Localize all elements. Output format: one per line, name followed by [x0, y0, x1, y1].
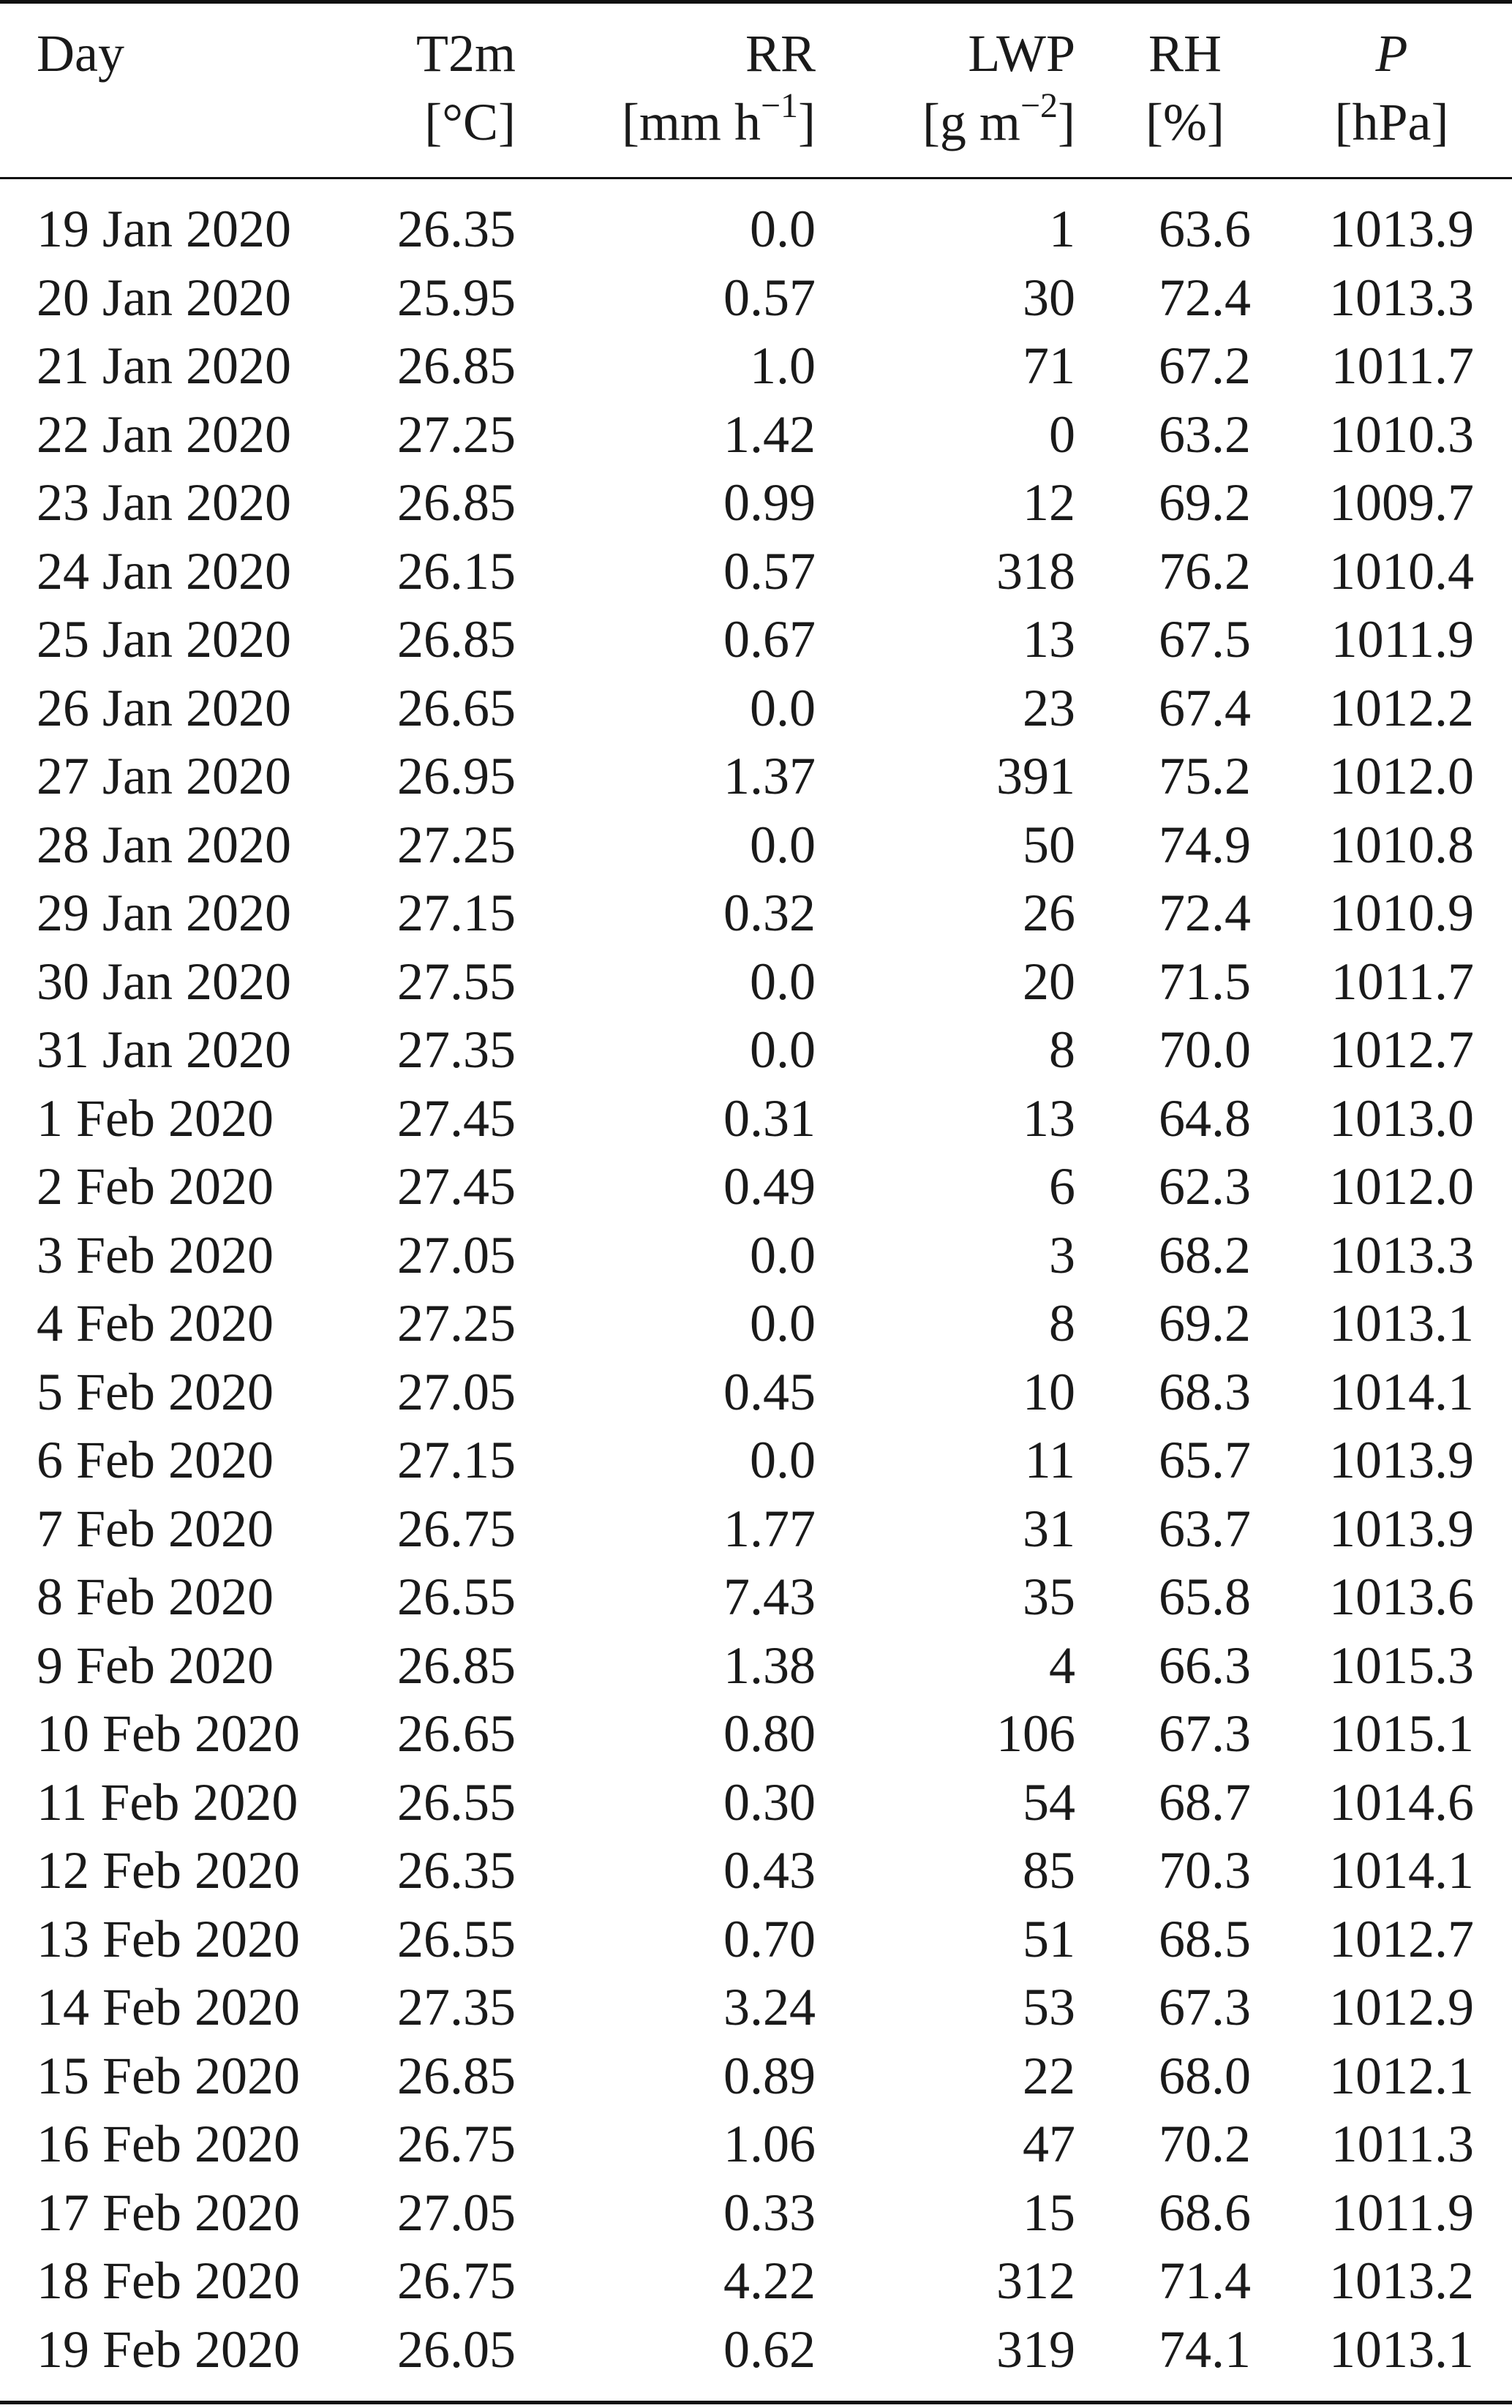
- cell-rr: 1.77: [723, 1499, 816, 1558]
- cell-t2m: 27.15: [397, 884, 516, 942]
- header-lwp-unit-exponent: −2: [1020, 86, 1058, 125]
- cell-rr: 0.0: [750, 200, 816, 258]
- cell-pressure: 1015.1: [1329, 1704, 1474, 1763]
- cell-rh: 67.2: [1159, 336, 1251, 395]
- cell-day: 22 Jan 2020: [37, 405, 291, 464]
- cell-rr: 1.06: [723, 2115, 816, 2173]
- cell-lwp: 106: [996, 1704, 1075, 1763]
- cell-rr: 0.0: [750, 1225, 816, 1284]
- cell-pressure: 1013.0: [1329, 1088, 1474, 1148]
- cell-pressure: 1012.0: [1329, 1157, 1474, 1216]
- header-rr: RR: [745, 24, 816, 83]
- cell-lwp: 8: [1049, 1294, 1075, 1352]
- cell-rr: 0.32: [723, 884, 816, 942]
- cell-t2m: 26.85: [397, 336, 516, 395]
- cell-pressure: 1010.4: [1329, 541, 1474, 601]
- cell-t2m: 26.15: [397, 541, 516, 601]
- cell-lwp: 54: [1023, 1772, 1075, 1832]
- cell-lwp: 35: [1023, 1568, 1075, 1626]
- cell-rr: 0.0: [750, 815, 816, 874]
- header-lwp-unit-base: [g m: [922, 93, 1020, 151]
- cell-day: 28 Jan 2020: [37, 815, 291, 874]
- cell-t2m: 26.55: [397, 1568, 516, 1626]
- cell-lwp: 12: [1023, 473, 1075, 532]
- cell-rr: 1.0: [750, 336, 816, 395]
- cell-day: 8 Feb 2020: [37, 1568, 274, 1626]
- header-rh-unit: [%]: [1146, 93, 1225, 151]
- cell-pressure: 1013.2: [1329, 2251, 1474, 2310]
- cell-rh: 70.3: [1159, 1841, 1251, 1900]
- cell-t2m: 25.95: [397, 268, 516, 327]
- cell-rr: 0.0: [750, 1020, 816, 1079]
- cell-t2m: 26.95: [397, 747, 516, 805]
- cell-day: 19 Jan 2020: [37, 200, 291, 258]
- header-rr-unit-end: ]: [798, 93, 816, 151]
- cell-lwp: 10: [1023, 1362, 1075, 1421]
- cell-day: 3 Feb 2020: [37, 1225, 274, 1284]
- cell-lwp: 3: [1049, 1225, 1075, 1284]
- cell-day: 12 Feb 2020: [37, 1841, 300, 1900]
- cell-rh: 67.5: [1159, 610, 1251, 669]
- cell-rr: 0.62: [723, 2319, 816, 2379]
- cell-pressure: 1013.9: [1329, 1431, 1474, 1489]
- cell-t2m: 27.45: [397, 1088, 516, 1148]
- header-t2m-unit: [°C]: [424, 93, 516, 151]
- cell-day: 27 Jan 2020: [37, 747, 291, 805]
- cell-lwp: 22: [1023, 2046, 1075, 2105]
- cell-pressure: 1014.1: [1329, 1362, 1474, 1421]
- cell-rr: 0.0: [750, 952, 816, 1011]
- cell-lwp: 319: [996, 2319, 1075, 2379]
- cell-rr: 7.43: [723, 1568, 816, 1626]
- cell-lwp: 13: [1023, 610, 1075, 669]
- cell-pressure: 1012.9: [1329, 1978, 1474, 2036]
- cell-pressure: 1012.7: [1329, 1909, 1474, 1968]
- cell-rr: 0.70: [723, 1909, 816, 1968]
- cell-pressure: 1015.3: [1329, 1636, 1474, 1695]
- cell-rh: 68.0: [1159, 2046, 1251, 2105]
- cell-day: 29 Jan 2020: [37, 884, 291, 942]
- cell-t2m: 27.05: [397, 1362, 516, 1421]
- cell-rh: 68.3: [1159, 1362, 1251, 1421]
- cell-day: 2 Feb 2020: [37, 1157, 274, 1216]
- cell-t2m: 26.55: [397, 1772, 516, 1832]
- cell-rr: 4.22: [723, 2251, 816, 2310]
- cell-t2m: 26.65: [397, 678, 516, 737]
- cell-rr: 0.80: [723, 1704, 816, 1763]
- header-rr-unit-base: [mm h: [621, 93, 761, 151]
- cell-pressure: 1013.3: [1329, 1225, 1474, 1284]
- cell-day: 5 Feb 2020: [37, 1362, 274, 1421]
- cell-pressure: 1013.6: [1329, 1568, 1474, 1626]
- cell-lwp: 23: [1023, 678, 1075, 737]
- header-t2m: T2m: [416, 24, 516, 83]
- cell-rh: 68.6: [1159, 2183, 1251, 2242]
- cell-pressure: 1013.3: [1329, 268, 1474, 327]
- cell-pressure: 1013.1: [1329, 1294, 1474, 1352]
- cell-rr: 0.33: [723, 2183, 816, 2242]
- cell-rr: 0.67: [723, 610, 816, 669]
- cell-pressure: 1011.9: [1331, 610, 1474, 669]
- cell-rr: 0.45: [723, 1362, 816, 1421]
- cell-pressure: 1011.9: [1331, 2183, 1474, 2242]
- cell-rh: 63.7: [1159, 1499, 1251, 1558]
- header-lwp-unit-end: ]: [1058, 93, 1075, 151]
- cell-lwp: 15: [1023, 2183, 1075, 2242]
- cell-lwp: 6: [1049, 1157, 1075, 1216]
- cell-day: 11 Feb 2020: [37, 1772, 298, 1832]
- cell-pressure: 1013.9: [1329, 1499, 1474, 1558]
- header-lwp-unit: [863, 88, 1075, 157]
- cell-lwp: 0: [1049, 405, 1075, 464]
- cell-pressure: 1012.0: [1329, 747, 1474, 805]
- table-top-rule: [0, 0, 1512, 4]
- cell-t2m: 26.35: [397, 1841, 516, 1900]
- cell-rr: 1.42: [723, 405, 816, 464]
- cell-pressure: 1014.1: [1329, 1841, 1474, 1900]
- cell-pressure: 1012.2: [1329, 678, 1474, 737]
- cell-day: 25 Jan 2020: [37, 610, 291, 669]
- cell-day: 13 Feb 2020: [37, 1909, 300, 1968]
- cell-rr: 0.31: [723, 1088, 816, 1148]
- cell-t2m: 26.65: [397, 1704, 516, 1763]
- cell-t2m: 27.05: [397, 2183, 516, 2242]
- cell-rr: 0.0: [750, 678, 816, 737]
- cell-rh: 65.7: [1159, 1431, 1251, 1489]
- cell-t2m: 27.55: [397, 952, 516, 1011]
- cell-rh: 66.3: [1159, 1636, 1251, 1695]
- cell-lwp: 1: [1049, 200, 1075, 258]
- cell-rr: 0.49: [723, 1157, 816, 1216]
- cell-rr: 1.38: [723, 1636, 816, 1695]
- header-rr-unit-exponent: −1: [760, 86, 799, 125]
- cell-lwp: 51: [1023, 1909, 1075, 1968]
- cell-rr: 0.0: [750, 1294, 816, 1352]
- cell-day: 1 Feb 2020: [37, 1088, 274, 1148]
- cell-rh: 68.2: [1159, 1225, 1251, 1284]
- cell-lwp: 312: [996, 2251, 1075, 2310]
- cell-pressure: 1014.6: [1329, 1772, 1474, 1832]
- cell-day: 14 Feb 2020: [37, 1978, 300, 2036]
- cell-rh: 69.2: [1159, 473, 1251, 532]
- cell-rh: 63.2: [1159, 405, 1251, 464]
- cell-day: 26 Jan 2020: [37, 678, 291, 737]
- cell-t2m: 27.35: [397, 1020, 516, 1079]
- cell-rh: 71.5: [1159, 952, 1251, 1011]
- cell-day: 19 Feb 2020: [37, 2319, 300, 2379]
- cell-rh: 72.4: [1159, 884, 1251, 942]
- cell-day: 30 Jan 2020: [37, 952, 291, 1011]
- cell-rh: 69.2: [1159, 1294, 1251, 1352]
- cell-pressure: 1012.1: [1329, 2046, 1474, 2105]
- cell-rr: 0.57: [723, 268, 816, 327]
- cell-rh: 70.2: [1159, 2115, 1251, 2173]
- cell-lwp: 47: [1023, 2115, 1075, 2173]
- cell-day: 23 Jan 2020: [37, 473, 291, 532]
- cell-lwp: 53: [1023, 1978, 1075, 2036]
- cell-t2m: 26.75: [397, 2251, 516, 2310]
- cell-rh: 67.4: [1159, 678, 1251, 737]
- cell-t2m: 26.85: [397, 473, 516, 532]
- cell-rh: 72.4: [1159, 268, 1251, 327]
- cell-t2m: 26.05: [397, 2319, 516, 2379]
- cell-rh: 65.8: [1159, 1568, 1251, 1626]
- cell-day: 4 Feb 2020: [37, 1294, 274, 1352]
- cell-t2m: 26.85: [397, 610, 516, 669]
- cell-rh: 67.3: [1159, 1704, 1251, 1763]
- cell-lwp: 50: [1023, 815, 1075, 874]
- cell-day: 10 Feb 2020: [37, 1704, 300, 1763]
- cell-rh: 74.1: [1159, 2319, 1251, 2379]
- cell-rh: 74.9: [1159, 815, 1251, 874]
- cell-rh: 68.5: [1159, 1909, 1251, 1968]
- cell-lwp: 71: [1023, 336, 1075, 395]
- cell-pressure: 1012.7: [1329, 1020, 1474, 1079]
- cell-day: 24 Jan 2020: [37, 541, 291, 601]
- cell-rh: 76.2: [1159, 541, 1251, 601]
- cell-lwp: 8: [1049, 1020, 1075, 1079]
- cell-rr: 0.30: [723, 1772, 816, 1832]
- cell-rh: 62.3: [1159, 1157, 1251, 1216]
- cell-lwp: 11: [1024, 1431, 1075, 1489]
- cell-rr: 3.24: [723, 1978, 816, 2036]
- cell-day: 9 Feb 2020: [37, 1636, 274, 1695]
- cell-t2m: 27.35: [397, 1978, 516, 2036]
- cell-rr: 0.57: [723, 541, 816, 601]
- cell-t2m: 27.45: [397, 1157, 516, 1216]
- cell-rh: 70.0: [1159, 1020, 1251, 1079]
- cell-lwp: 391: [996, 747, 1075, 805]
- cell-lwp: 30: [1023, 268, 1075, 327]
- cell-t2m: 27.25: [397, 1294, 516, 1352]
- header-rh: RH: [1148, 24, 1222, 83]
- cell-rr: 0.89: [723, 2046, 816, 2105]
- header-pressure-unit: [hPa]: [1334, 93, 1449, 151]
- cell-day: 18 Feb 2020: [37, 2251, 300, 2310]
- cell-rr: 0.99: [723, 473, 816, 532]
- cell-lwp: 85: [1023, 1841, 1075, 1900]
- cell-pressure: 1011.7: [1331, 952, 1474, 1011]
- cell-pressure: 1013.9: [1329, 200, 1474, 258]
- cell-lwp: 31: [1023, 1499, 1075, 1558]
- cell-t2m: 27.25: [397, 815, 516, 874]
- cell-rh: 67.3: [1159, 1978, 1251, 2036]
- cell-t2m: 26.85: [397, 1636, 516, 1695]
- cell-day: 17 Feb 2020: [37, 2183, 300, 2242]
- cell-pressure: 1013.1: [1329, 2319, 1474, 2379]
- cell-day: 16 Feb 2020: [37, 2115, 300, 2173]
- cell-lwp: 4: [1049, 1636, 1075, 1695]
- cell-t2m: 27.15: [397, 1431, 516, 1489]
- cell-pressure: 1011.7: [1331, 336, 1474, 395]
- cell-rr: 1.37: [723, 747, 816, 805]
- cell-lwp: 318: [996, 541, 1075, 601]
- cell-day: 31 Jan 2020: [37, 1020, 291, 1079]
- cell-rh: 75.2: [1159, 747, 1251, 805]
- cell-pressure: 1010.9: [1329, 884, 1474, 942]
- cell-day: 6 Feb 2020: [37, 1431, 274, 1489]
- cell-t2m: 26.75: [397, 1499, 516, 1558]
- cell-rr: 0.0: [750, 1431, 816, 1489]
- table-bottom-rule: [0, 2401, 1512, 2404]
- cell-t2m: 27.05: [397, 1225, 516, 1284]
- cell-t2m: 26.85: [397, 2046, 516, 2105]
- cell-pressure: 1009.7: [1329, 473, 1474, 532]
- header-day: Day: [37, 24, 124, 83]
- cell-rh: 64.8: [1159, 1088, 1251, 1148]
- cell-rh: 68.7: [1159, 1772, 1251, 1832]
- header-rr-unit: [556, 88, 816, 157]
- cell-pressure: 1010.3: [1329, 405, 1474, 464]
- cell-t2m: 26.55: [397, 1909, 516, 1968]
- cell-t2m: 26.75: [397, 2115, 516, 2173]
- cell-pressure: 1011.3: [1331, 2115, 1474, 2173]
- cell-lwp: 26: [1023, 884, 1075, 942]
- cell-day: 20 Jan 2020: [37, 268, 291, 327]
- cell-t2m: 27.25: [397, 405, 516, 464]
- cell-lwp: 13: [1023, 1088, 1075, 1148]
- cell-rr: 0.43: [723, 1841, 816, 1900]
- header-lwp: LWP: [968, 24, 1075, 83]
- cell-t2m: 26.35: [397, 200, 516, 258]
- header-pressure: P: [1375, 24, 1408, 83]
- cell-rh: 63.6: [1159, 200, 1251, 258]
- cell-day: 7 Feb 2020: [37, 1499, 274, 1558]
- cell-pressure: 1010.8: [1329, 815, 1474, 874]
- cell-rh: 71.4: [1159, 2251, 1251, 2310]
- cell-day: 21 Jan 2020: [37, 336, 291, 395]
- cell-day: 15 Feb 2020: [37, 2046, 300, 2105]
- cell-lwp: 20: [1023, 952, 1075, 1011]
- table-header-rule: [0, 177, 1512, 179]
